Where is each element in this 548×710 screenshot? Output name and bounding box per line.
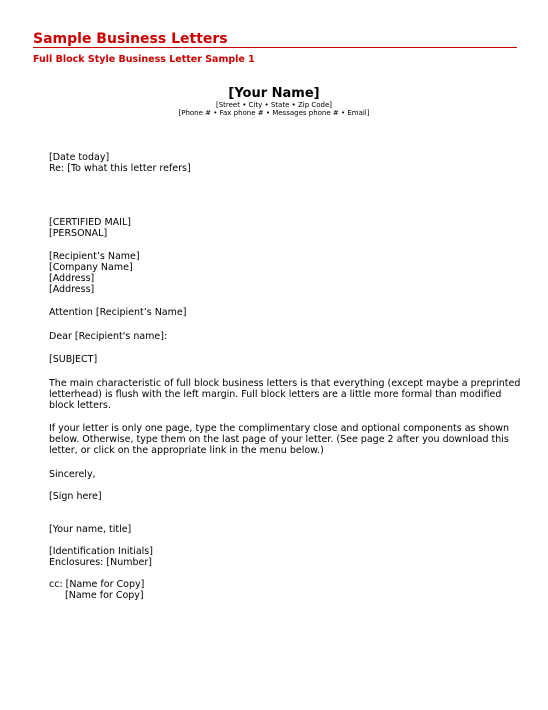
letter-date: [Date today] [49,152,110,163]
date-block [49,152,519,174]
recipient-name: [Recipient’s Name] [49,251,140,262]
complimentary-close: Sincerely, [49,469,96,480]
letterhead-contact: [Phone # • Fax phone # • Messages phone # • Email] [178,109,370,117]
reference-block [49,546,519,568]
letterhead-address: [Street • City • State • Zip Code] [215,101,333,109]
attention-line: Attention [Recipient’s Name] [49,307,187,318]
paragraph-line: letterhead) is flush with the left margin. Full block letters are a little more formal than modified [49,389,502,400]
letter-reference: Re: [To what this letter refers] [49,163,191,174]
subject-line: [SUBJECT] [49,354,98,365]
cc-line: [Name for Copy] [65,590,144,601]
salutation: Dear [Recipient's name]: [49,331,168,342]
paragraph-line: If your letter is only one page, type the complimentary close and optional components as shown [49,423,510,434]
enclosures-line: Enclosures: [Number] [49,557,152,568]
certified-mail-notation: [CERTIFIED MAIL] [49,217,131,228]
sample-subtitle: Full Block Style Business Letter Sample 1 [33,54,255,65]
body-paragraph-1 [49,378,519,411]
letterhead-name: [Your Name] [228,86,320,101]
inside-address [49,251,519,295]
paragraph-line: below. Otherwise, type them on the last page of your letter. (See page 2 after you download this [49,434,509,445]
signature-placeholder: [Sign here] [49,491,102,502]
address-line-1: [Address] [49,273,95,284]
paragraph-line: The main characteristic of full block business letters is that everything (except maybe a preprinted [49,378,521,389]
signer-name-title: [Your name, title] [49,524,132,535]
identification-initials: [Identification Initials] [49,546,153,557]
cc-line: cc: [Name for Copy] [49,579,145,590]
personal-notation: [PERSONAL] [49,228,108,239]
mail-notation-block [49,217,519,239]
paragraph-line: letter, or click on the appropriate link in the menu below.) [49,445,324,456]
address-line-2: [Address] [49,284,95,295]
copy-notation [49,579,519,601]
body-paragraph-2 [49,423,519,456]
site-title: Sample Business Letters [33,31,228,47]
company-name: [Company Name] [49,262,133,273]
title-divider [33,47,517,48]
paragraph-line: block letters. [49,400,111,411]
